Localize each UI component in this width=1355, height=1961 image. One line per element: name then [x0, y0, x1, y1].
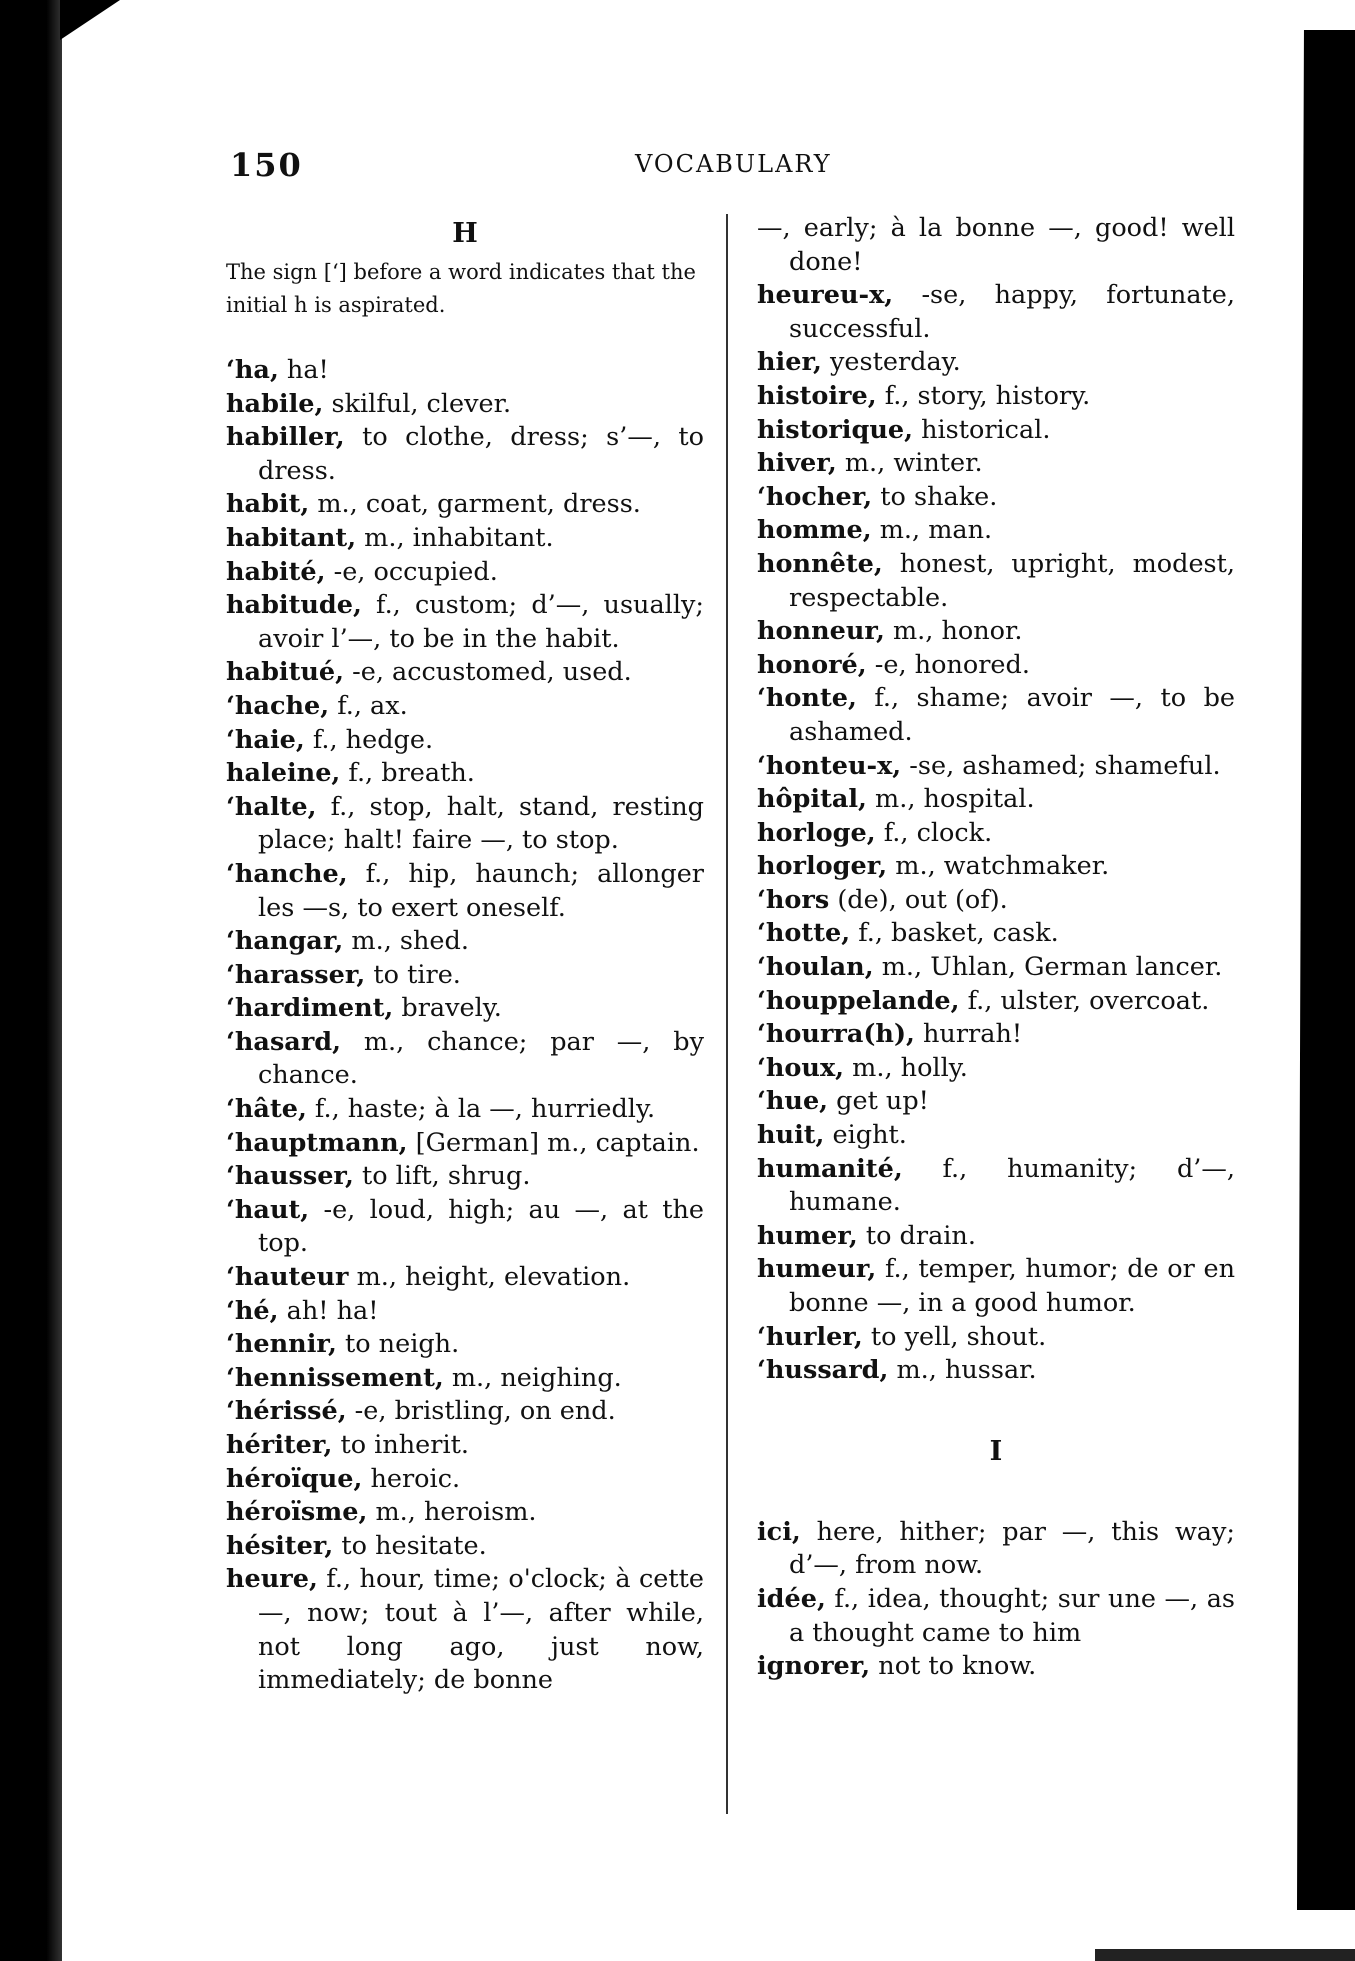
definition: m., shed.: [343, 926, 469, 957]
section-letter-i: I: [989, 1435, 1003, 1467]
definition: -e, accustomed, used.: [344, 657, 632, 688]
definition: to shake.: [872, 481, 998, 512]
vocab-entry: [757, 682, 1235, 749]
vocab-entry: [757, 1583, 1235, 1650]
headword: huit,: [757, 1120, 825, 1151]
definition: m., heroism.: [367, 1497, 537, 1528]
definition: f., ulster, overcoat.: [959, 985, 1210, 1016]
vocab-entry: [757, 1650, 1235, 1684]
definition: m., watchmaker.: [887, 851, 1110, 882]
definition: yesterday.: [821, 347, 961, 378]
vocab-entry: [226, 488, 704, 522]
left-entry-list: [226, 354, 704, 1698]
vocab-entry: [757, 649, 1235, 683]
headword: ‘hérissé,: [226, 1396, 347, 1427]
vocab-entry: [757, 279, 1235, 346]
definition: bravely.: [393, 993, 502, 1024]
right-column: [757, 212, 1235, 1684]
vocab-entry: [226, 757, 704, 791]
definition: m., neighing.: [443, 1362, 622, 1393]
headword: ‘hourra(h),: [757, 1019, 915, 1050]
definition: f., hour, time; o'clock; à cette —, now; tout à l’—, after while, not long ago, just now, immediately; de bonne: [258, 1564, 704, 1696]
headword: hiver,: [757, 448, 837, 479]
headword: hériter,: [226, 1430, 333, 1460]
section-gap: [757, 1388, 1235, 1430]
vocab-entry: [757, 1085, 1235, 1119]
continuation-text: —, early; à la bonne —, good! well done!: [757, 213, 1235, 277]
definition: f., breath.: [340, 758, 475, 789]
definition: to tire.: [365, 959, 461, 990]
headword: ici,: [757, 1516, 801, 1547]
headword: ‘halte,: [226, 791, 317, 822]
definition: ha!: [278, 355, 329, 385]
vocab-entry: [226, 1127, 704, 1161]
headword: ‘hanche,: [226, 858, 348, 889]
definition: f., temper, humor; de or en bonne —, in a good humor.: [789, 1254, 1235, 1318]
headword: ‘hardiment,: [226, 993, 394, 1024]
headword: historique,: [757, 414, 913, 445]
vocab-entry: [757, 481, 1235, 515]
headword: hôpital,: [757, 784, 867, 815]
vocab-entry: [757, 1321, 1235, 1355]
headword: ‘houx,: [757, 1052, 845, 1083]
vocab-entry: [226, 388, 704, 422]
vocab-entry: [226, 1160, 704, 1194]
headword: habiller,: [226, 422, 345, 453]
headword: horloger,: [757, 851, 888, 882]
vocab-entry: [757, 884, 1235, 918]
vocab-entry: [226, 421, 704, 488]
headword: heure,: [226, 1564, 318, 1595]
headword: hésiter,: [226, 1530, 334, 1561]
definition: -e, honored.: [866, 649, 1030, 680]
section-gap: [757, 1474, 1235, 1516]
headword: heureu-x,: [757, 280, 894, 311]
headword: ‘hennir,: [226, 1329, 337, 1360]
headword: ‘haie,: [226, 724, 305, 755]
vocab-entry: [757, 1153, 1235, 1220]
definition: -e, bristling, on end.: [346, 1396, 616, 1427]
headword: hier,: [757, 347, 822, 378]
definition: f., custom; d’—, usually; avoir l’—, to be in the habit.: [258, 590, 704, 654]
vocab-entry: [226, 1563, 704, 1697]
definition: (de), out (of).: [829, 884, 1008, 915]
definition: m., coat, garment, dress.: [309, 489, 641, 520]
headword: homme,: [757, 515, 872, 546]
headword: horloge,: [757, 817, 876, 848]
definition: to inherit.: [332, 1430, 469, 1460]
headword: ‘honte,: [757, 683, 857, 714]
headword: humanité,: [757, 1153, 903, 1184]
definition: m., Uhlan, German lancer.: [873, 952, 1223, 983]
headword: ‘hasard,: [226, 1026, 341, 1057]
headword: ‘hangar,: [226, 926, 344, 957]
vocab-entry: [226, 1395, 704, 1429]
column-divider: [726, 214, 728, 1814]
aspiration-note: The sign [‘] before a word indicates that the initial h is aspirated.: [226, 260, 696, 317]
vocab-entry: [757, 1220, 1235, 1254]
definition: -se, ashamed; shameful.: [901, 750, 1221, 781]
definition: here, hither; par —, this way; d’—, from now.: [789, 1516, 1235, 1581]
definition: ah! ha!: [278, 1295, 379, 1326]
vocab-entry: [226, 1429, 704, 1463]
scan-edge-bottom: [1095, 1949, 1355, 1961]
vocab-entry: [757, 380, 1235, 414]
vocab-entry: [757, 1354, 1235, 1388]
headword: idée,: [757, 1583, 826, 1614]
headword: ‘hache,: [226, 690, 330, 721]
definition: f., story, history.: [876, 380, 1091, 411]
vocab-entry: [757, 615, 1235, 649]
headword: ‘ha,: [226, 355, 279, 385]
headword: habitué,: [226, 657, 344, 688]
vocab-entry: [226, 1093, 704, 1127]
definition: not to know.: [870, 1651, 1037, 1682]
headword: ‘hauptmann,: [226, 1127, 408, 1158]
vocab-entry: [757, 414, 1235, 448]
definition: to hesitate.: [333, 1530, 487, 1561]
vocab-entry: [757, 548, 1235, 615]
vocab-entry: [226, 1496, 704, 1530]
headword: ‘hurler,: [757, 1321, 863, 1352]
vocab-entry: [757, 346, 1235, 380]
headword: habitude,: [226, 590, 362, 621]
headword: habile,: [226, 388, 324, 419]
vocab-entry: [757, 985, 1235, 1019]
section-letter-h: H: [452, 218, 478, 249]
definition: heroic.: [362, 1463, 461, 1494]
definition: to drain.: [857, 1220, 976, 1251]
headword: ‘harasser,: [226, 959, 366, 990]
headword: ‘honteu-x,: [757, 750, 902, 781]
vocab-entry: [226, 1194, 704, 1261]
definition: m., inhabitant.: [356, 522, 554, 553]
headword: habitant,: [226, 522, 357, 553]
scan-edge-left-top: [60, 0, 120, 40]
headword: habit,: [226, 489, 310, 520]
definition: honest, upright, modest, respectable.: [789, 548, 1235, 613]
page-header: [230, 146, 1230, 186]
definition: -se, happy, fortunate, successful.: [789, 280, 1235, 344]
headword: ‘hennissement,: [226, 1362, 444, 1393]
definition: f., hedge.: [304, 724, 434, 755]
definition: f., stop, halt, stand, resting place; halt! faire —, to stop.: [258, 791, 704, 856]
vocab-entry: [226, 1530, 704, 1564]
vocab-entry: [226, 925, 704, 959]
vocab-entry: [226, 1328, 704, 1362]
definition: skilful, clever.: [323, 388, 512, 419]
definition: get up!: [828, 1086, 929, 1117]
vocab-entry: [757, 514, 1235, 548]
definition: to clothe, dress; s’—, to dress.: [258, 422, 704, 486]
definition: to yell, shout.: [862, 1321, 1047, 1352]
vocab-entry: [757, 1018, 1235, 1052]
vocab-entry: [757, 447, 1235, 481]
headword: humeur,: [757, 1254, 877, 1285]
definition: m., man.: [871, 515, 993, 546]
definition: m., winter.: [836, 448, 983, 479]
page-number: 150: [230, 146, 303, 184]
vocab-entry: [757, 1516, 1235, 1583]
definition: historical.: [912, 414, 1051, 445]
definition: f., basket, cask.: [850, 918, 1059, 949]
vocab-entry: [226, 656, 704, 690]
vocab-entry: [226, 690, 704, 724]
headword: ‘haut,: [226, 1194, 310, 1225]
headword: histoire,: [757, 380, 877, 411]
headword: honoré,: [757, 649, 867, 680]
vocab-entry: [757, 1119, 1235, 1153]
definition: f., ax.: [329, 690, 408, 721]
vocab-entry: [226, 724, 704, 758]
headword: ‘hauteur: [226, 1262, 349, 1293]
definition: f., haste; à la —, hurriedly.: [306, 1094, 656, 1125]
definition: f., shame; avoir —, to be ashamed.: [789, 683, 1235, 747]
definition: -e, loud, high; au —, at the top.: [258, 1194, 704, 1259]
vocab-entry: [226, 959, 704, 993]
vocab-entry: [226, 556, 704, 590]
vocab-entry: [226, 791, 704, 858]
vocab-entry: [757, 783, 1235, 817]
definition: m., honor.: [884, 616, 1023, 647]
running-head: VOCABULARY: [635, 150, 832, 178]
definition: eight.: [824, 1120, 907, 1151]
headword: ‘hors: [757, 884, 830, 915]
definition: f., idea, thought; sur une —, as a thought came to him: [789, 1583, 1235, 1648]
headword: ‘houlan,: [757, 952, 874, 983]
vocab-entry: [757, 951, 1235, 985]
headword: ‘houppelande,: [757, 985, 960, 1016]
right-entry-list-h: [757, 279, 1235, 1388]
vocab-entry: [226, 522, 704, 556]
left-column: [226, 212, 704, 1698]
headword: héroïque,: [226, 1463, 363, 1494]
definition: m., holly.: [844, 1052, 968, 1083]
definition: f., hip, haunch; allonger les —s, to exert oneself.: [258, 858, 704, 923]
vocab-entry: [757, 1253, 1235, 1320]
vocab-entry: [757, 817, 1235, 851]
headword: ‘hausser,: [226, 1161, 354, 1192]
vocab-entry: [226, 1261, 704, 1295]
definition: to lift, shrug.: [353, 1161, 531, 1192]
definition: f., clock.: [875, 817, 993, 848]
vocab-entry: [226, 992, 704, 1026]
vocab-entry: [226, 354, 704, 388]
headword: ‘hâte,: [226, 1094, 307, 1125]
headword: haleine,: [226, 758, 341, 789]
scan-edge-right: [1297, 30, 1355, 1910]
vocab-entry: [757, 1052, 1235, 1086]
definition: hurrah!: [914, 1019, 1023, 1050]
definition: m., height, elevation.: [348, 1262, 631, 1293]
vocab-entry: [757, 750, 1235, 784]
definition: [German] m., captain.: [407, 1127, 700, 1158]
headword: ‘hotte,: [757, 918, 851, 949]
vocab-entry: [226, 1026, 704, 1093]
headword: habité,: [226, 556, 326, 587]
headword: honnête,: [757, 548, 883, 579]
definition: m., hussar.: [888, 1355, 1037, 1386]
headword: honneur,: [757, 616, 885, 647]
vocab-entry: [226, 1362, 704, 1396]
headword: ‘hocher,: [757, 481, 873, 512]
vocab-entry: [757, 917, 1235, 951]
headword: héroïsme,: [226, 1497, 368, 1528]
definition: m., hospital.: [866, 784, 1035, 815]
right-entry-list-i: [757, 1516, 1235, 1684]
vocab-entry: [757, 850, 1235, 884]
headword: ‘hé,: [226, 1295, 279, 1326]
headword: ignorer,: [757, 1651, 871, 1682]
vocab-entry: [226, 858, 704, 925]
vocab-entry: [226, 1295, 704, 1329]
definition: f., humanity; d’—, humane.: [789, 1153, 1235, 1218]
vocab-entry: [226, 589, 704, 656]
definition: -e, occupied.: [325, 556, 498, 587]
headword: humer,: [757, 1220, 858, 1251]
headword: ‘hue,: [757, 1086, 829, 1117]
definition: m., chance; par —, by chance.: [258, 1026, 704, 1091]
vocab-entry: [226, 1463, 704, 1497]
scan-edge-left: [0, 0, 62, 1961]
definition: to neigh.: [336, 1329, 460, 1360]
headword: ‘hussard,: [757, 1355, 889, 1386]
